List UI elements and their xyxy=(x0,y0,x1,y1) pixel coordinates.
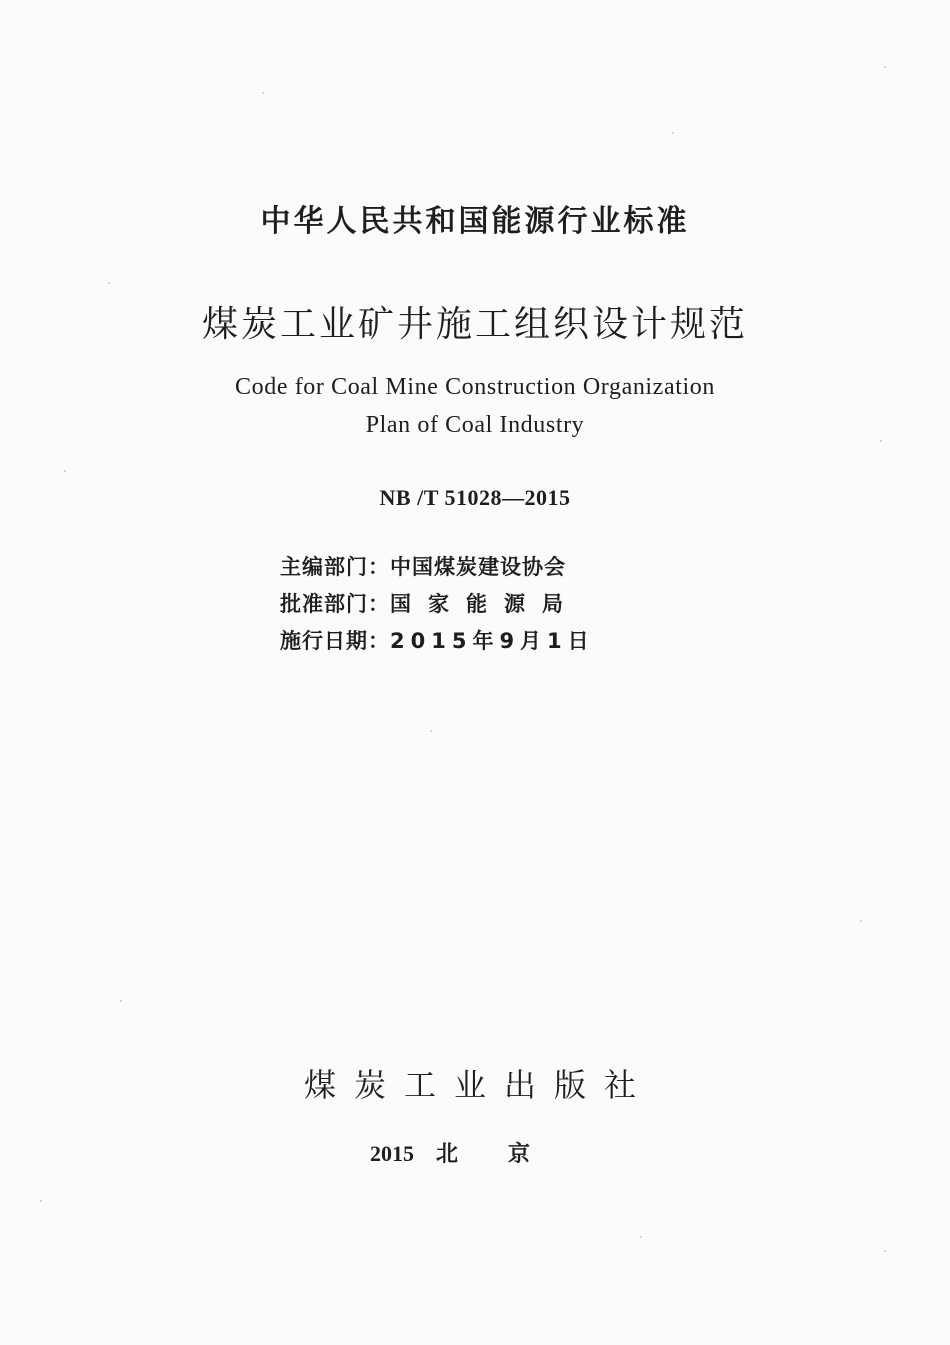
editor-value: 中国煤炭建设协会 xyxy=(390,555,566,579)
publication-city: 北京 xyxy=(435,1142,580,1167)
scan-speck xyxy=(40,1200,42,1202)
scan-speck xyxy=(672,132,674,134)
standard-code: NB /T 51028—2015 xyxy=(379,485,571,510)
scan-speck xyxy=(860,920,862,922)
effective-date-value: 2015年9月1日 xyxy=(390,629,595,653)
approver-value: 国家能源局 xyxy=(390,592,580,616)
document-title-chinese: 煤炭工业矿井施工组织设计规范 xyxy=(201,304,748,345)
scan-speck xyxy=(120,1000,122,1002)
document-title-english-line-2: Plan of Coal Industry xyxy=(365,412,585,438)
publisher-name: 煤炭工业出版社 xyxy=(303,1066,654,1104)
scan-speck xyxy=(884,66,886,68)
editor-label: 主编部门： xyxy=(280,555,390,579)
scan-speck xyxy=(640,1236,642,1238)
approver-label: 批准部门： xyxy=(280,592,390,616)
scan-speck xyxy=(262,92,264,94)
standard-type-heading: 中华人民共和国能源行业标准 xyxy=(260,204,690,239)
scan-speck xyxy=(64,470,66,472)
scan-speck xyxy=(108,282,110,284)
scan-speck xyxy=(884,1250,886,1252)
document-title-english-line-1: Code for Coal Mine Construction Organization xyxy=(235,374,715,400)
approver-row xyxy=(280,588,580,618)
publication-line xyxy=(0,1137,950,1168)
scan-speck xyxy=(880,440,882,442)
scan-speck xyxy=(430,730,432,732)
effective-date-row xyxy=(280,625,595,655)
effective-date-label: 施行日期： xyxy=(280,629,390,653)
editor-row xyxy=(280,551,566,581)
publication-year: 2015 xyxy=(369,1141,414,1166)
